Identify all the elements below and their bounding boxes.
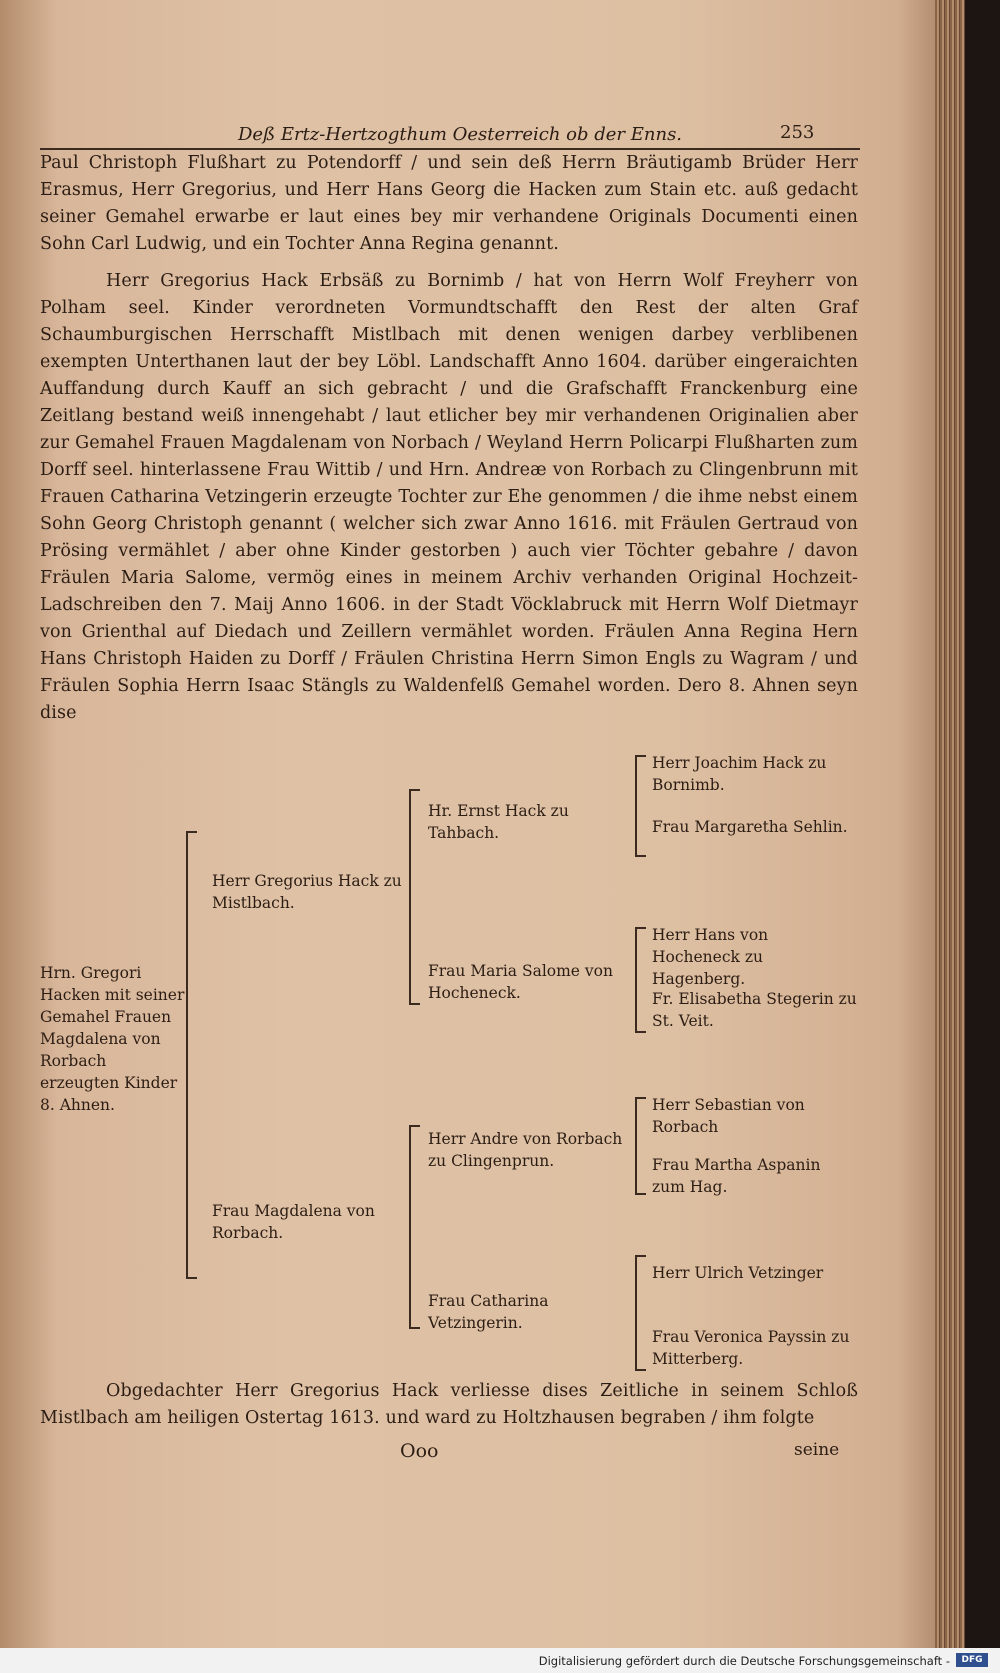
tree-gen1-father: Herr Gregorius Hack zu Mistlbach. [212, 872, 402, 912]
running-title: Deß Ertz-Hertzogthum Oesterreich ob der Enns. [238, 124, 683, 145]
funding-credit: Digitalisierung gefördert durch die Deutsche Forschungsgemeinschaft - [538, 1654, 950, 1668]
dfg-logo: DFG [956, 1653, 988, 1667]
tree-gen3-6: Frau Martha Aspanin zum Hag. [652, 1156, 821, 1196]
digitization-footer [0, 1648, 1000, 1673]
signature-mark: Ooo [400, 1440, 439, 1462]
tree-gen3-4: Fr. Elisabetha Stegerin zu St. Veit. [652, 990, 857, 1030]
tree-root: Hrn. Gregori Hacken mit seiner Gemahel Frauen Magdalena von Rorbach erzeugten Kinder 8. Ahnen. [40, 964, 185, 1114]
gen2-bracket-3 [636, 1098, 646, 1194]
catchword: seine [794, 1440, 840, 1460]
tree-gen3-1: Herr Joachim Hack zu Bornimb. [652, 754, 827, 794]
tree-gen2-3: Herr Andre von Rorbach zu Clingenprun. [428, 1130, 623, 1170]
tree-gen3-5: Herr Sebastian von Rorbach [652, 1096, 805, 1136]
page-number: 253 [780, 122, 815, 143]
gen2-bracket-2 [636, 928, 646, 1032]
gen2-bracket-1 [636, 756, 646, 856]
paragraph-3: Obgedachter Herr Gregorius Hack verliesse dises Zeitliche in seinem Schloß Mistlbach am heiligen Ostertag 1613. und ward zu Holtzhausen begraben / ihm folgte [40, 1381, 858, 1428]
tree-gen3-3: Herr Hans von Hocheneck zu Hagenberg. [652, 926, 769, 988]
tree-gen1-mother: Frau Magdalena von Rorbach. [212, 1202, 375, 1242]
tree-gen3-7: Herr Ulrich Vetzinger [652, 1264, 824, 1282]
gen2-bracket-4 [636, 1256, 646, 1370]
tree-gen2-4: Frau Catharina Vetzingerin. [428, 1292, 549, 1332]
tree-gen2-2: Frau Maria Salome von Hocheneck. [428, 962, 613, 1002]
tree-gen3-8: Frau Veronica Payssin zu Mitterberg. [652, 1328, 850, 1368]
tree-gen3-2: Frau Margaretha Sehlin. [652, 818, 848, 836]
paragraph-2: Herr Gregorius Hack Erbsäß zu Bornimb / hat von Herrn Wolf Freyherr von Polham seel. Kinder verordneten Vormundtschafft den Rest der alten Graf Schaumburgischen Herrschafft Mistlbach mit denen wenigen darbey verblibenen exempten Unterthanen laut der bey Löbl. Landschafft Anno 1604. darüber eingeraichten Auffandung durch Kauff an sich gebracht / und die Grafschafft Franckenburg eine Zeitlang bestand weiß innengehabt / laut etlicher bey mir verhandenen Originalien aber zur Gemahel Frauen Magdalenam von Norbach / Weyland Herrn Policarpi Flußharten zum Dorff seel. hinterlassene Frau Wittib / und Hrn. Andreæ von Rorbach zu Clingenbrunn mit Frauen Catharina Vetzingerin erzeugte Tochter zur Ehe genommen / die ihme nebst einem Sohn Georg Christoph genannt ( welcher sich zwar Anno 1616. mit Fräulen Gertraud von Prösing vermählet / aber ohne Kinder gestorben ) auch vier Töchter gebahre / davon Fräulen Maria Salome, vermög eines in meinem Archiv verhanden Original Hochzeit-Ladschreiben den 7. Maij Anno 1606. in der Stadt Vöcklabruck mit Herrn Wolf Dietmayr von Grienthal auf Diedach und Zeillern vermählet worden. Fräulen Anna Regina Hern Hans Christoph Haiden zu Dorff / Fräulen Christina Herrn Simon Engls zu Wagram / und Fräulen Sophia Herrn Isaac Stängls zu Waldenfelß Gemahel worden. Dero 8. Ahnen seyn dise [40, 271, 858, 723]
paragraph-1: Paul Christoph Flußhart zu Potendorff / und sein deß Herrn Bräutigamb Brüder Herr Erasmus, Herr Gregorius, und Herr Hans Georg die Hacken zum Stain etc. auß gedacht seiner Gemahel erwarbe er laut eines bey mir verhandene Originals Documenti einen Sohn Carl Ludwig, und ein Tochter Anna Regina genannt. [40, 153, 858, 254]
tree-gen2-1: Hr. Ernst Hack zu Tahbach. [428, 802, 569, 842]
